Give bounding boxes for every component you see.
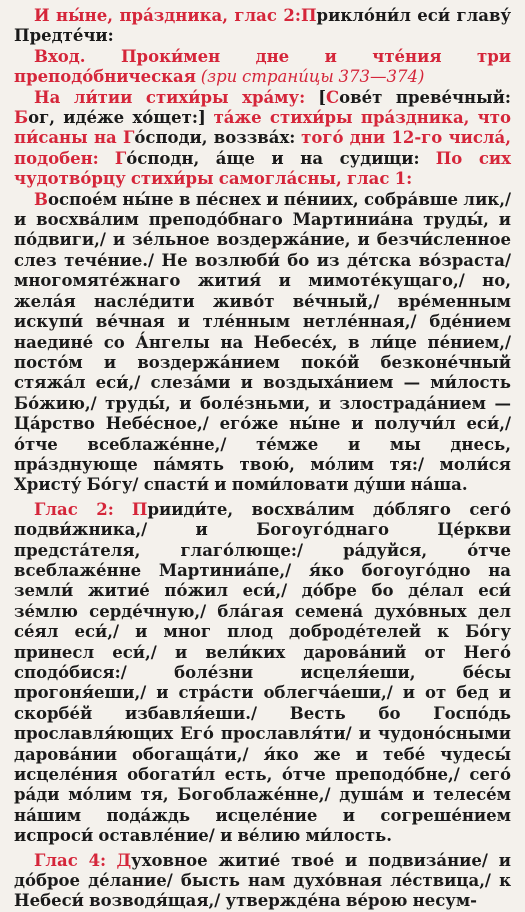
litiya-incipit-4: о́сподн, а́ще и на судищи: [126, 148, 420, 168]
stichera-3-initial: Д [116, 850, 132, 870]
stichera-2-text: рииди́те, восхва́лим до́бляго сего́ подви́жника,/ и Богоуго́днаго Це́ркви предста́теля, глаго́люще:/ ра́дуйся, о́тче всеблаже́нне Мартиниа́пе,/ я́ко богоуго́дно на земли́ житие́ по́жил еси́,/ до́бре бо де́лал еси́ зе́млю серде́чную,/ бла́гая семена́ духо́вных дел се́ял еси́,/ и мног плод доброде́телей к Бо́гу принесл еси́,/ и вели́ких дарова́ний от Него́ сподо́бися:/ боле́зни исцеля́еши, бе́сы прогоня́еши,/ и стра́сти облегча́еши,/ и от бед и скорбе́й избавля́еши./ Весть бо Госпо́дь прославля́ющих Его́ прославля́ти/ и чудоно́сными дарова́нии обогаща́ти,/ я́ко же и тебе́ чудесы́ исцеле́ния обогати́л есть, о́тче преподо́бне,/ сего́ ра́ди мо́лим тя, Богоблаже́нне,/ душа́м и телесе́м на́шим пода́ждь исцеле́ние и согреше́нием испроси́ оставле́ние/ и ве́лию ми́лость. [14, 499, 511, 846]
entrance-line [14, 47, 511, 88]
litiya-incipit-3: о́споди, воззва́х: [134, 128, 296, 148]
stichera-2-tone: Глас 2: [34, 499, 114, 519]
intro-line [14, 6, 511, 47]
litiya-mid-rubric: та́же стихи́ры пра́здника, что пи́саны на [14, 108, 511, 148]
litiya-initial-b: Б [14, 108, 29, 128]
litiya-day-rubric: того́ дни 12-го числа́, подобен: [14, 128, 511, 168]
stichera-2-initial: П [131, 499, 148, 519]
entrance-rubric: Вход. Проки́мен дне и чте́ния три преподо́бническая [14, 46, 511, 87]
intro-initial: П [300, 6, 317, 25]
stichera-2 [14, 500, 511, 847]
stichera-3-tone: Глас 4: [34, 850, 107, 870]
litiya-initial-g2: Г [114, 148, 127, 168]
stichera-3-text: уховное житие́ твое́ и подвиза́ние/ и до́брое де́лание/ бысть нам духо́вная ле́ствица,/ к Небеси́ возводя́щая,/ утвержде́на ве́рою несум- [14, 850, 511, 911]
litiya-bracket-open: [ [318, 87, 327, 107]
intro-text: рикло́ни́л еси́ главу́ Предте́чи: [14, 6, 512, 46]
stichera-1 [14, 190, 511, 496]
litiya-initial-g: Г [122, 128, 135, 148]
stichera-3 [14, 851, 511, 912]
litiya-incipit-1: ове́т преве́чный: [339, 87, 511, 107]
litiya-tail-rubric: По сих чудотво́рцу стихи́ры самогла́сны, глас 1: [14, 148, 512, 189]
stichera-1-text: оспое́м ны́не в пе́снех и пе́ниих, собра́вше лик,/ и восхва́лим преподо́бнаго Мартиниа́на труды́, и по́двиги,/ и зе́льное воздержа́ние, и безчи́сленное слез тече́ние./ Не возлюби́ бо из де́тска во́зраста/ многомяте́жнаго жития́ и мимоте́кущаго,/ но, жела́я насле́дити живо́т ве́чный,/ вре́менным искупи́ ве́чная и тле́нным нетле́нная,/ бде́нием наедине́ со А́нгелы на Небесе́х, в ли́це пе́нием,/ посто́м и воздержа́нием поко́й безконе́чный стяжа́л еси́,/ слеза́ми и воздыха́нием — ми́лость Бо́жию,/ труды́, и боле́зньми, и злострада́нием — Ца́рство Небе́сное,/ его́же ны́не и получи́л еси́,/ о́тче всеблаже́нне,/ те́мже и мы днесь, пра́зднующе па́мять твою́, мо́лим тя:/ моли́ся Христу́ Бо́гу/ спасти́ и поми́ловати ду́ши на́ша. [14, 189, 511, 495]
litiya-rubric-block [14, 88, 511, 190]
litiya-lead: На ли́тии стихи́ры хра́му: [34, 87, 306, 107]
litiya-incipit-2: ог, иде́же хо́щет:] [28, 108, 206, 128]
intro-rubric: И ны́не, пра́здника, глас 2: [34, 6, 301, 25]
entrance-page-ref: (зри страни́цы 373—374) [200, 67, 425, 87]
stichera-1-initial: В [34, 189, 48, 209]
litiya-initial-s: С [326, 87, 340, 107]
